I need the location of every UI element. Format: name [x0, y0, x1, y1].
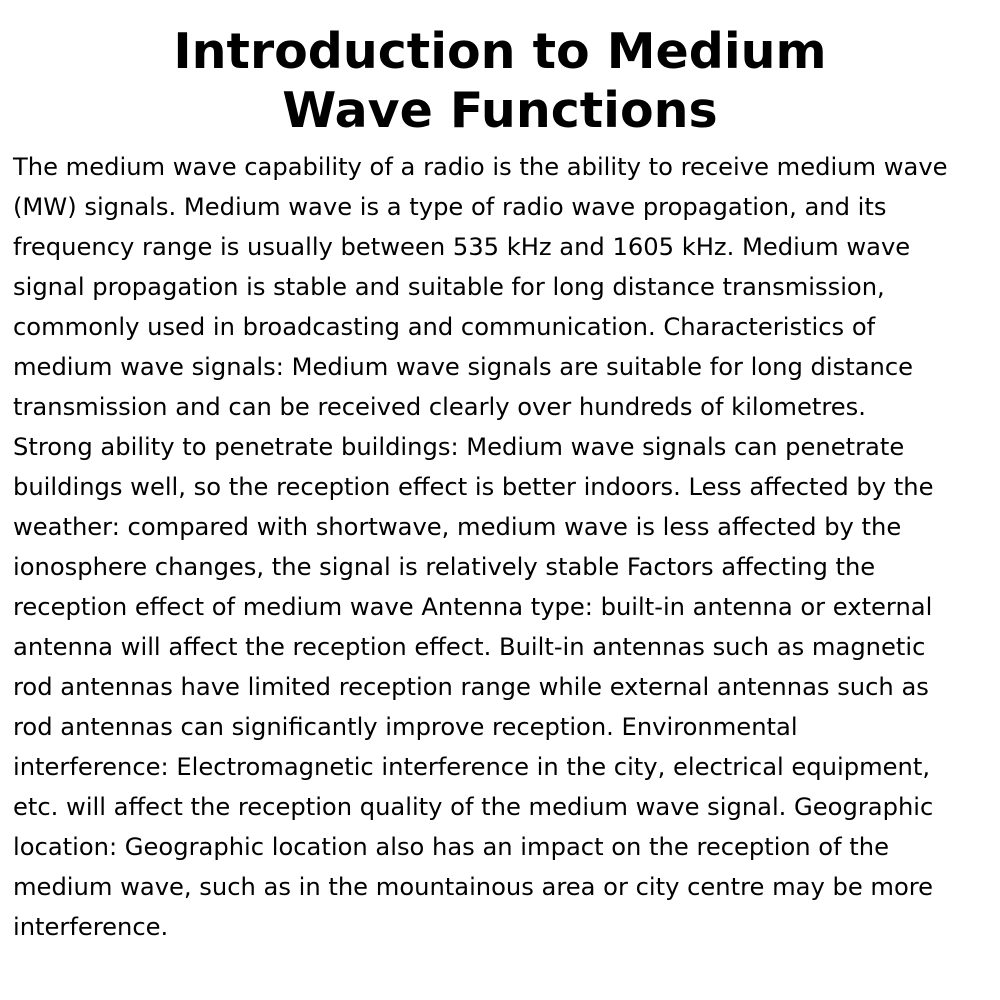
body-line: interference: Electromagnetic interference in the city, electrical equipment, — [13, 753, 931, 781]
body-line: The medium wave capability of a radio is the ability to receive medium wave — [13, 153, 948, 181]
page-title — [0, 22, 1000, 140]
body-line: commonly used in broadcasting and communication. Characteristics of — [13, 313, 876, 341]
body-line: frequency range is usually between 535 kHz and 1605 kHz. Medium wave — [13, 233, 911, 261]
body-line: (MW) signals. Medium wave is a type of radio wave propagation, and its — [13, 193, 887, 221]
body-line: etc. will affect the reception quality of the medium wave signal. Geographic — [13, 793, 934, 821]
title-line: Wave Functions — [282, 82, 718, 139]
body-line: medium wave, such as in the mountainous area or city centre may be more — [13, 873, 934, 901]
title-line: Introduction to Medium — [173, 23, 827, 80]
body-line: reception effect of medium wave Antenna type: built-in antenna or external — [13, 593, 933, 621]
body-line: ionosphere changes, the signal is relatively stable Factors affecting the — [13, 553, 876, 581]
body-paragraph — [13, 147, 993, 947]
body-line: weather: compared with shortwave, medium wave is less affected by the — [13, 513, 902, 541]
body-line: interference. — [13, 913, 169, 941]
body-line: location: Geographic location also has an impact on the reception of the — [13, 833, 889, 861]
body-line: buildings well, so the reception effect is better indoors. Less affected by the — [13, 473, 934, 501]
body-line: medium wave signals: Medium wave signals are suitable for long distance — [13, 353, 914, 381]
body-line: transmission and can be received clearly over hundreds of kilometres. — [13, 393, 866, 421]
body-line: rod antennas have limited reception range while external antennas such as — [13, 673, 929, 701]
body-line: Strong ability to penetrate buildings: Medium wave signals can penetrate — [13, 433, 905, 461]
body-line: signal propagation is stable and suitable for long distance transmission, — [13, 273, 885, 301]
body-line: antenna will affect the reception effect. Built-in antennas such as magnetic — [13, 633, 926, 661]
body-line: rod antennas can significantly improve reception. Environmental — [13, 713, 798, 741]
